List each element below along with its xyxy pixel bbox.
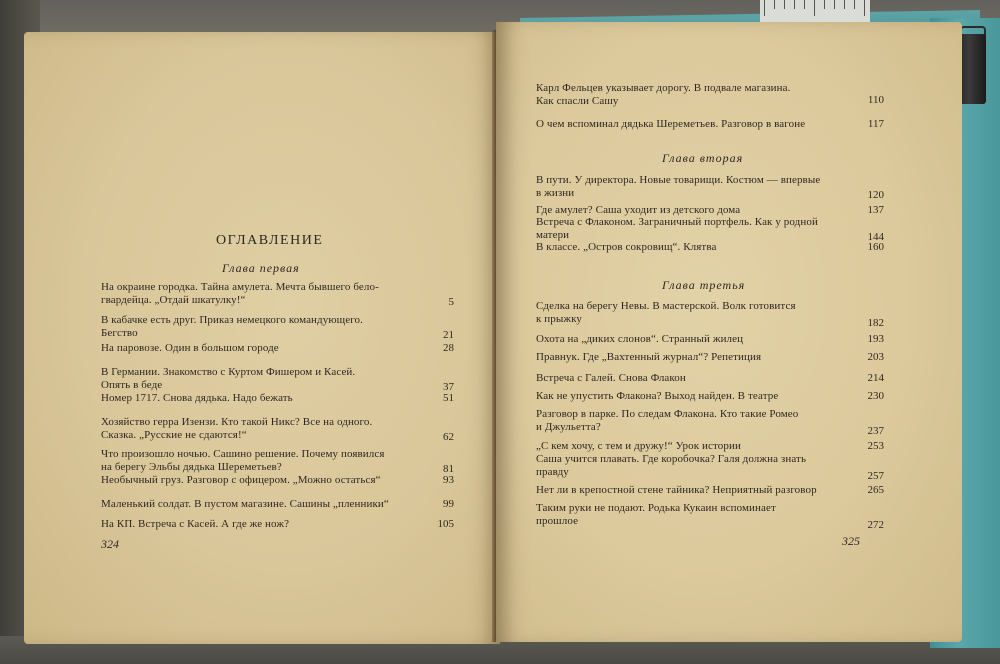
toc-page-number: 257 — [867, 470, 884, 482]
toc-entry-text: Как не упустить Флакона? Выход найден. В театре — [536, 390, 779, 402]
toc-entry-text: На КП. Встреча с Касей. А где же нож? — [101, 518, 290, 530]
chapter-2-title: Глава вторая — [662, 151, 744, 165]
toc-page-number: 5 — [448, 296, 454, 308]
toc-page-number: 37 — [443, 381, 454, 393]
page-number-left: 324 — [101, 537, 119, 551]
toc-entry-text: Где амулет? Саша уходит из детского дома — [536, 204, 741, 216]
toc-page-number: 120 — [867, 189, 884, 201]
toc-entry-text: Бегство — [101, 327, 138, 339]
toc-entry-text: Охота на „диких слонов“. Странный жилец — [536, 333, 744, 345]
toc-page-number: 253 — [867, 440, 884, 452]
toc-page-number: 237 — [867, 425, 884, 437]
toc-entry-text: „С кем хочу, с тем и дружу!“ Урок истории — [536, 440, 741, 452]
toc-entry-text: прошлое — [536, 515, 579, 527]
toc-entry-text: Карл Фельцев указывает дорогу. В подвале магазина. — [536, 82, 791, 94]
toc-entry-text: в жизни — [536, 187, 575, 199]
toc-entry-text: В классе. „Остров сокровищ“. Клятва — [536, 241, 717, 253]
toc-entry-text: О чем вспоминал дядька Шереметьев. Разговор в вагоне — [536, 118, 806, 130]
toc-entry-text: матери — [536, 229, 570, 241]
toc-page-number: 182 — [867, 317, 884, 329]
toc-entry-text: В Германии. Знакомство с Куртом Фишером и Касей. — [101, 366, 356, 378]
toc-entry-text: к прыжку — [536, 313, 582, 325]
toc-entry-text: Сказка. „Русские не сдаются!“ — [101, 429, 247, 441]
toc-entry-text: Таким руки не подают. Родька Кукаин вспоминает — [536, 502, 776, 514]
toc-page-number: 99 — [443, 498, 454, 510]
toc-page-number: 265 — [867, 484, 884, 496]
toc-page-number: 28 — [443, 342, 454, 354]
toc-page-number: 81 — [443, 463, 454, 475]
toc-entry-text: Хозяйство герра Изензи. Кто такой Никс? Все на одного. — [101, 416, 373, 428]
toc-page-number: 62 — [443, 431, 454, 443]
toc-entry-text: и Джульетта? — [536, 421, 601, 433]
toc-page-number: 117 — [867, 118, 884, 130]
toc-entry-text: гвардейца. „Отдай шкатулку!“ — [101, 294, 246, 306]
toc-entry-text: Сделка на берегу Невы. В мастерской. Волк готовится — [536, 300, 796, 312]
toc-heading: ОГЛАВЛЕНИЕ — [216, 233, 324, 248]
toc-page-number: 93 — [443, 474, 454, 486]
left-page — [24, 32, 500, 644]
toc-page-number: 160 — [867, 241, 884, 253]
page-number-right: 325 — [842, 534, 860, 548]
toc-page-number: 214 — [867, 372, 884, 384]
toc-entry-text: В кабачке есть друг. Приказ немецкого командующего. — [101, 314, 363, 326]
chapter-3-title: Глава третья — [662, 278, 746, 292]
toc-entry-text: на берегу Эльбы дядька Шереметьев? — [101, 461, 282, 473]
toc-entry-text: Нет ли в крепостной стене тайника? Неприятный разговор — [536, 484, 817, 496]
toc-entry-text: правду — [536, 466, 569, 478]
toc-entry-text: Что произошло ночью. Сашино решение. Почему появился — [101, 448, 385, 460]
toc-entry-text: Номер 1717. Снова дядька. Надо бежать — [101, 392, 293, 404]
toc-page-number: 51 — [443, 392, 454, 404]
toc-entry-text: На паровозе. Один в большом городе — [101, 342, 279, 354]
toc-page-number: 230 — [867, 390, 884, 402]
toc-entry-text: Необычный груз. Разговор с офицером. „Можно остаться“ — [101, 474, 381, 486]
toc-page-number: 110 — [867, 94, 884, 106]
toc-page-number: 203 — [867, 351, 884, 363]
toc-entry-text: На окраине городка. Тайна амулета. Мечта бывшего бело- — [101, 281, 379, 293]
toc-page-number: 272 — [867, 519, 884, 531]
toc-entry-text: В пути. У директора. Новые товарищи. Костюм — впервые — [536, 174, 821, 186]
toc-page-number: 21 — [443, 329, 454, 341]
toc-page-number: 193 — [867, 333, 884, 345]
toc-entry-text: Встреча с Флаконом. Заграничный портфель. Как у родной — [536, 216, 818, 228]
toc-page-number: 105 — [437, 518, 454, 530]
toc-entry-text: Правнук. Где „Вахтенный журнал“? Репетиция — [536, 351, 762, 363]
toc-page-number: 144 — [867, 231, 884, 243]
toc-entry-text: Встреча с Галей. Снова Флакон — [536, 372, 686, 384]
toc-page-number: 137 — [867, 204, 884, 216]
toc-entry-text: Опять в беде — [101, 379, 163, 391]
toc-entry-text: Как спасли Сашу — [536, 95, 619, 107]
toc-entry-text: Маленький солдат. В пустом магазине. Сашины „пленники“ — [101, 498, 389, 510]
chapter-1-title: Глава первая — [222, 261, 300, 275]
toc-entry-text: Саша учится плавать. Где коробочка? Галя должна знать — [536, 453, 807, 465]
toc-entry-text: Разговор в парке. По следам Флакона. Кто такие Ромео — [536, 408, 799, 420]
right-page — [496, 22, 962, 642]
